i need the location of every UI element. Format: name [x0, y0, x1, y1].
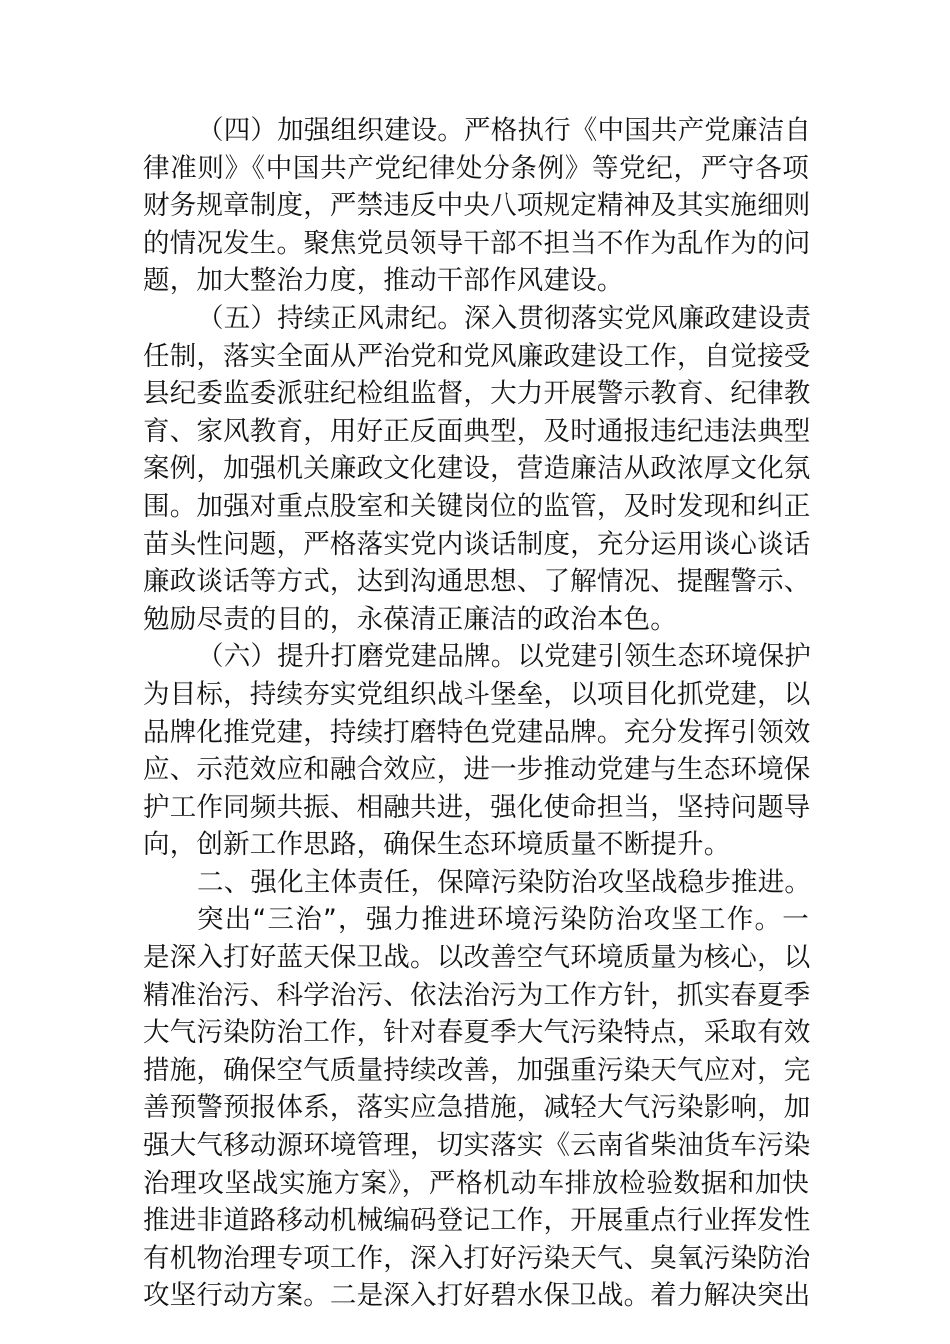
text-line: 推进非道路移动机械编码登记工作，开展重点行业挥发性 [143, 1205, 811, 1237]
paragraph-three-governance [143, 901, 809, 1315]
text-line: 突出“三治”，强力推进环境污染防治攻坚工作。一 [197, 904, 809, 936]
text-line: 为目标，持续夯实党组织战斗堡垒，以项目化抓党建，以 [143, 678, 811, 710]
paragraph-section-6 [143, 638, 812, 864]
text-line: 品牌化推党建，持续打磨特色党建品牌。充分发挥引领效 [143, 716, 811, 748]
text-line: （五）持续正风肃纪。深入贯彻落实党风廉政建设责 [197, 302, 812, 334]
text-line: 案例，加强机关廉政文化建设，营造廉洁从政浓厚文化氛 [143, 453, 811, 485]
text-line: 苗头性问题，严格落实党内谈话制度，充分运用谈心谈话 [143, 528, 811, 560]
text-line: 精准治污、科学治污、依法治污为工作方针，抓实春夏季 [143, 979, 811, 1011]
text-line: 的情况发生。聚焦党员领导干部不担当不作为乱作为的问 [143, 227, 811, 259]
text-line: 律准则》《中国共产党纪律处分条例》等党纪，严守各项 [143, 152, 809, 184]
paragraph-section-4 [143, 112, 812, 300]
text-line: 善预警预报体系，落实应急措施，减轻大气污染影响，加 [143, 1092, 811, 1124]
section-heading-text: 二、强化主体责任，保障污染防治攻坚战稳步推进。 [197, 866, 812, 898]
text-line: 有机物治理专项工作，深入打好污染天气、臭氧污染防治 [143, 1242, 811, 1274]
text-line: 护工作同频共振、相融共进，强化使命担当，坚持问题导 [143, 791, 811, 823]
text-line: 强大气移动源环境管理，切实落实《云南省柴油货车污染 [143, 1130, 811, 1162]
text-line: 任制，落实全面从严治党和党风廉政建设工作，自觉接受 [143, 340, 811, 372]
text-line: 育、家风教育，用好正反面典型，及时通报违纪违法典型 [143, 415, 811, 447]
text-line: 廉政谈话等方式，达到沟通思想、了解情况、提醒警示、 [143, 566, 811, 598]
section-heading-2 [143, 864, 812, 902]
text-line: 向，创新工作思路，确保生态环境质量不断提升。 [143, 829, 731, 861]
text-line: 县纪委监委派驻纪检组监督，大力开展警示教育、纪律教 [143, 378, 811, 410]
text-line: 是深入打好蓝天保卫战。以改善空气环境质量为核心，以 [143, 942, 811, 974]
text-line: 大气污染防治工作，针对春夏季大气污染特点，采取有效 [143, 1017, 811, 1049]
text-line: （四）加强组织建设。严格执行《中国共产党廉洁自 [197, 115, 812, 146]
text-line: 财务规章制度，严禁违反中央八项规定精神及其实施细则 [143, 190, 811, 222]
text-line: 攻坚行动方案。二是深入打好碧水保卫战。着力解决突出 [143, 1280, 811, 1312]
text-line: 题，加大整治力度，推动干部作风建设。 [143, 265, 624, 297]
text-line: 勉励尽责的目的，永葆清正廉洁的政治本色。 [143, 603, 677, 635]
text-line: （六）提升打磨党建品牌。以党建引领生态环境保护 [197, 641, 812, 673]
text-line: 围。加强对重点股室和关键岗位的监管，及时发现和纠正 [143, 490, 811, 522]
paragraph-section-5 [143, 300, 812, 638]
document-body [143, 112, 812, 1315]
text-line: 治理攻坚战实施方案》，严格机动车排放检验数据和加快 [143, 1167, 809, 1199]
text-line: 应、示范效应和融合效应，进一步推动党建与生态环境保 [143, 754, 811, 786]
text-line: 措施，确保空气质量持续改善，加强重污染天气应对，完 [143, 1054, 811, 1086]
